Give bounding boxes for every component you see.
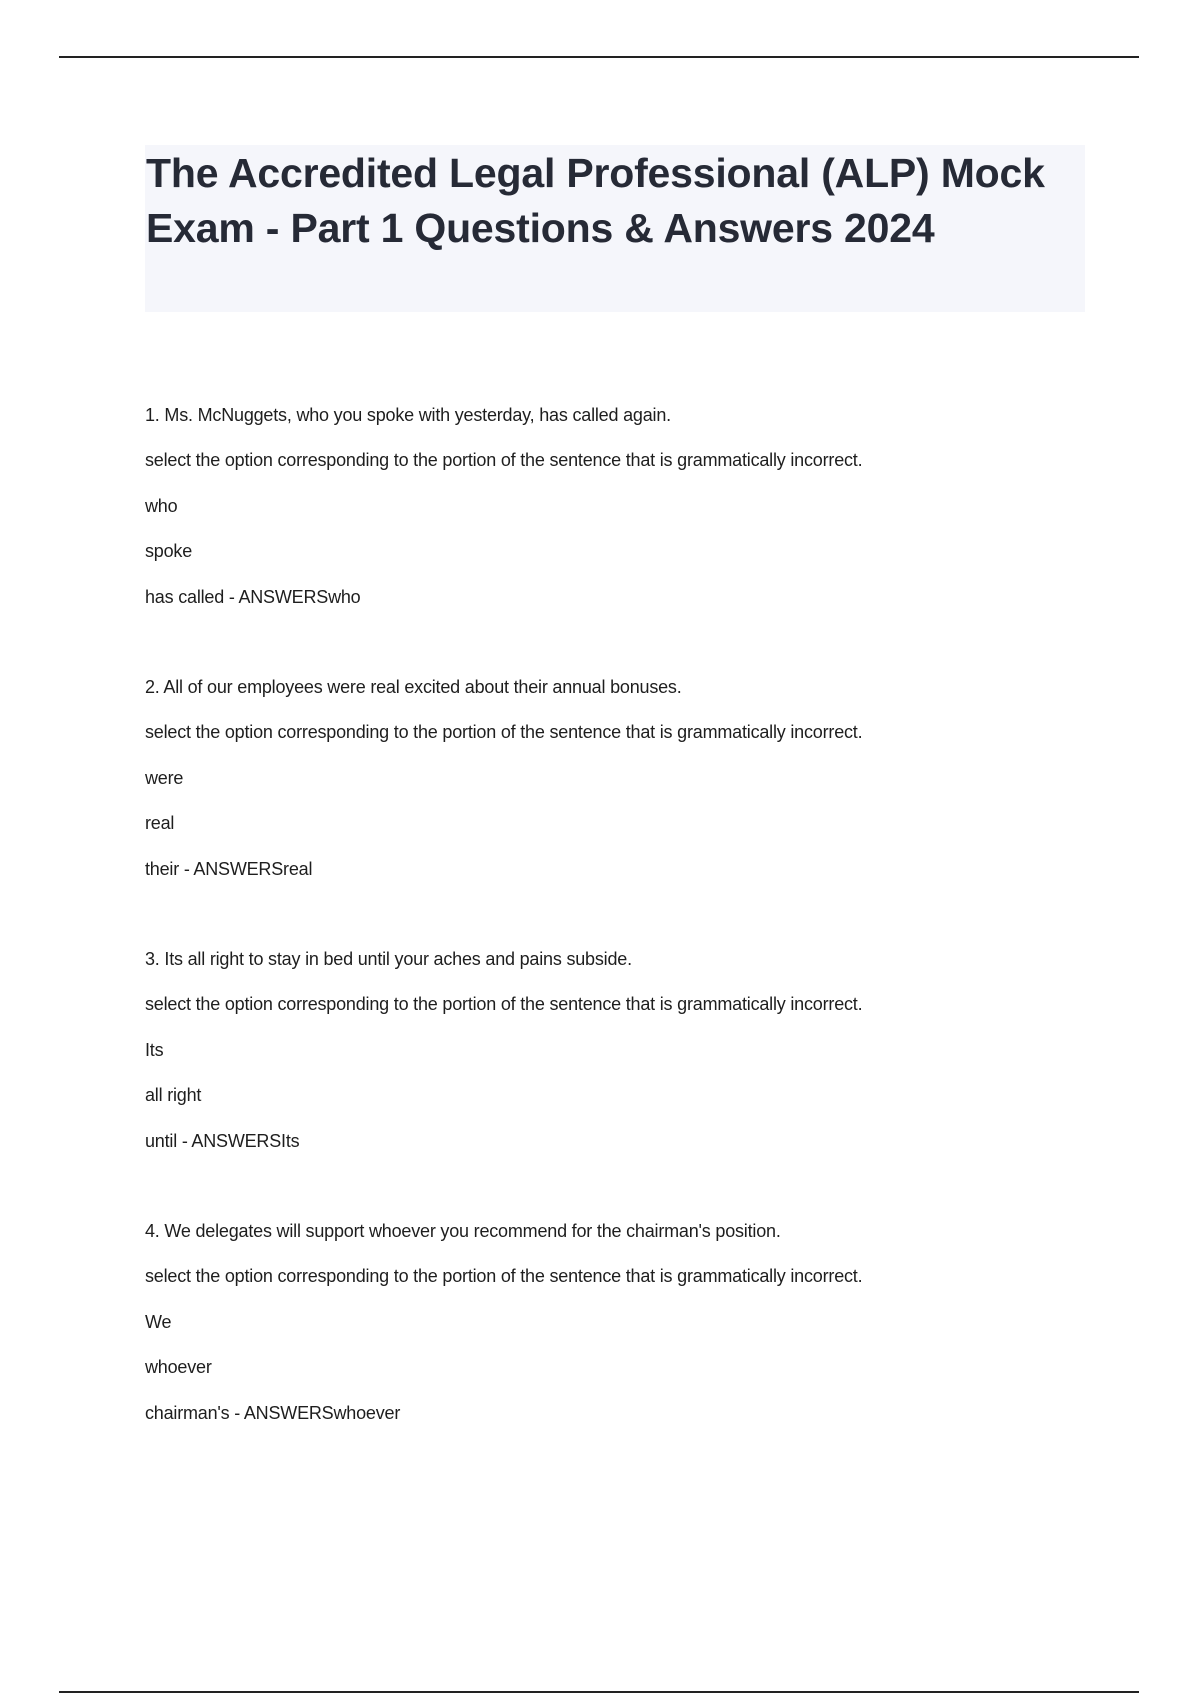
footer-rule	[59, 1691, 1139, 1693]
option-with-answer: until - ANSWERSIts	[145, 1130, 300, 1151]
question-block-3	[145, 947, 1105, 1174]
option-with-answer: has called - ANSWERSwho	[145, 586, 361, 607]
question-text: 3. Its all right to stay in bed until your aches and pains subside.	[145, 949, 632, 969]
header-rule	[59, 56, 1139, 58]
option: whoever	[145, 1357, 212, 1378]
question-instruction: select the option corresponding to the portion of the sentence that is grammatically incorrect.	[145, 450, 863, 471]
option: Its	[145, 1039, 164, 1060]
option: spoke	[145, 541, 193, 562]
question-instruction: select the option corresponding to the portion of the sentence that is grammatically incorrect.	[145, 994, 863, 1015]
question-block-2	[145, 675, 1105, 902]
question-block-1	[145, 403, 1105, 630]
option: were	[145, 767, 184, 788]
option: who	[145, 495, 178, 516]
option: all right	[145, 1085, 202, 1106]
question-text: 1. Ms. McNuggets, who you spoke with yesterday, has called again.	[145, 405, 671, 425]
document-title: The Accredited Legal Professional (ALP) Mock Exam - Part 1 Questions & Answers 2024	[146, 150, 1045, 251]
question-instruction: select the option corresponding to the portion of the sentence that is grammatically incorrect.	[145, 722, 863, 743]
option: We	[145, 1311, 172, 1332]
question-instruction: select the option corresponding to the portion of the sentence that is grammatically incorrect.	[145, 1266, 863, 1287]
option-with-answer: chairman's - ANSWERSwhoever	[145, 1402, 401, 1423]
option: real	[145, 813, 175, 834]
question-text: 2. All of our employees were real excited about their annual bonuses.	[145, 677, 682, 697]
question-text: 4. We delegates will support whoever you recommend for the chairman's position.	[145, 1221, 781, 1241]
option-with-answer: their - ANSWERSreal	[145, 858, 313, 879]
question-block-4	[145, 1219, 1105, 1446]
